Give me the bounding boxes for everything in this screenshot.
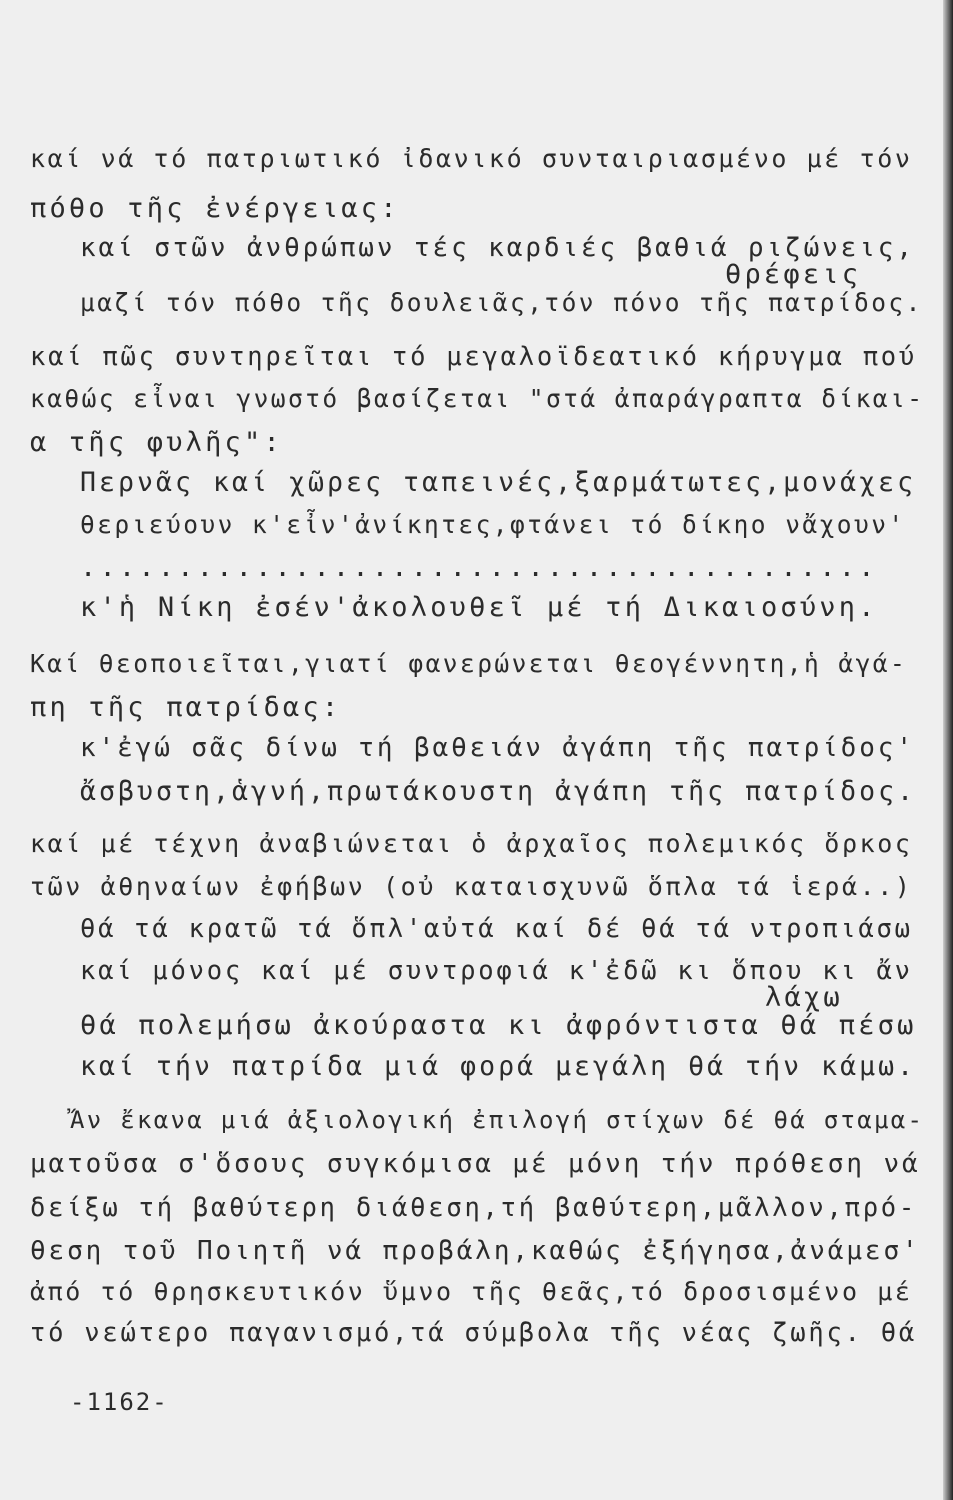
verse-line: μαζί τόν πόθο τῆς δουλειᾶς,τόν πόνο τῆς πατρίδος. — [80, 288, 923, 317]
verse-line: καί μόνος καί μέ συντροφιά κ'ἐδῶ κι ὅπου κι ἄν — [80, 956, 913, 986]
text-line: Ἄν ἔκανα μιά ἀξιολογική ἐπιλογή στίχων δέ θά σταμα- — [70, 1106, 925, 1134]
text-line: δείξω τή βαθύτερη διάθεση,τή βαθύτερη,μᾶλλον,πρό- — [30, 1193, 918, 1223]
verse-line: κ'ἐγώ σᾶς δίνω τή βαθειάν ἀγάπη τῆς πατρίδος' — [80, 733, 915, 763]
text-line: θεση τοῦ Ποιητῆ νά προβάλη,καθώς ἐξήγησα,ἀνάμεσ' — [30, 1236, 921, 1266]
page-binding-edge — [943, 0, 953, 1500]
text-line: καθώς εἶναι γνωστό βασίζεται "στά ἀπαράγραπτα δίκαι- — [30, 384, 925, 413]
verse-line-continuation: λάχω — [765, 982, 843, 1013]
text-line: τό νεώτερο παγανισμό,τά σύμβολα τῆς νέας ζωῆς. θά — [30, 1318, 918, 1348]
text-line: πη τῆς πατρίδας: — [30, 692, 342, 723]
page-number: -1162- — [70, 1388, 169, 1416]
text-line: Καί θεοποιεῖται,γιατί φανερώνεται θεογέννητη,ἡ ἀγά- — [30, 649, 908, 678]
verse-line: καί στῶν ἀνθρώπων τές καρδιές βαθιά ριζώνεις, — [80, 233, 915, 263]
text-line: καί νά τό πατριωτικό ἰδανικό συνταιριασμένο μέ τόν — [30, 144, 913, 173]
text-line: τῶν ἀθηναίων ἐφήβων (οὐ καταισχυνῶ ὅπλα τά ἱερά..) — [30, 872, 913, 901]
text-line: πόθο τῆς ἐνέργειας: — [30, 193, 400, 224]
text-line: καί μέ τέχνη ἀναβιώνεται ὁ ἀρχαῖος πολεμικός ὅρκος — [30, 829, 913, 858]
verse-line: θά πολεμήσω ἀκούραστα κι ἀφρόντιστα θά πέσω — [80, 1010, 917, 1041]
verse-line: κ'ἡ Νίκη ἐσέν'ἀκολουθεῖ μέ τή Δικαιοσύνη. — [80, 592, 878, 623]
text-line: ἀπό τό θρησκευτικόν ὕμνο τῆς θεᾶς,τό δροσισμένο μέ — [30, 1277, 913, 1306]
text-line: καί πῶς συντηρεῖται τό μεγαλοϊδεατικό κήρυγμα πού — [30, 342, 918, 372]
text-line: α τῆς φυλῆς": — [30, 427, 283, 458]
verse-line-continuation: θρέφεις — [725, 259, 862, 290]
text-line: ματοῦσα σ'ὅσους συγκόμισα μέ μόνη τήν πρόθεση νά — [30, 1149, 921, 1179]
verse-line: θεριεύουν κ'εἶν'ἀνίκητες,φτάνει τό δίκηο νἄχουν' — [80, 510, 906, 539]
verse-line: ἄσβυστη,ἁγνή,πρωτάκουστη ἀγάπη τῆς πατρίδος. — [80, 776, 917, 807]
verse-line: θά τά κρατῶ τά ὅπλ'αὐτά καί δέ θά τά ντροπιάσω — [80, 914, 913, 944]
verse-line: Περνᾶς καί χῶρες ταπεινές,ξαρμάτωτες,μονάχες — [80, 467, 917, 498]
verse-line: καί τήν πατρίδα μιά φορά μεγάλη θά τήν κάμω. — [80, 1051, 917, 1082]
ellipsis-line: ......................................... — [80, 552, 878, 583]
